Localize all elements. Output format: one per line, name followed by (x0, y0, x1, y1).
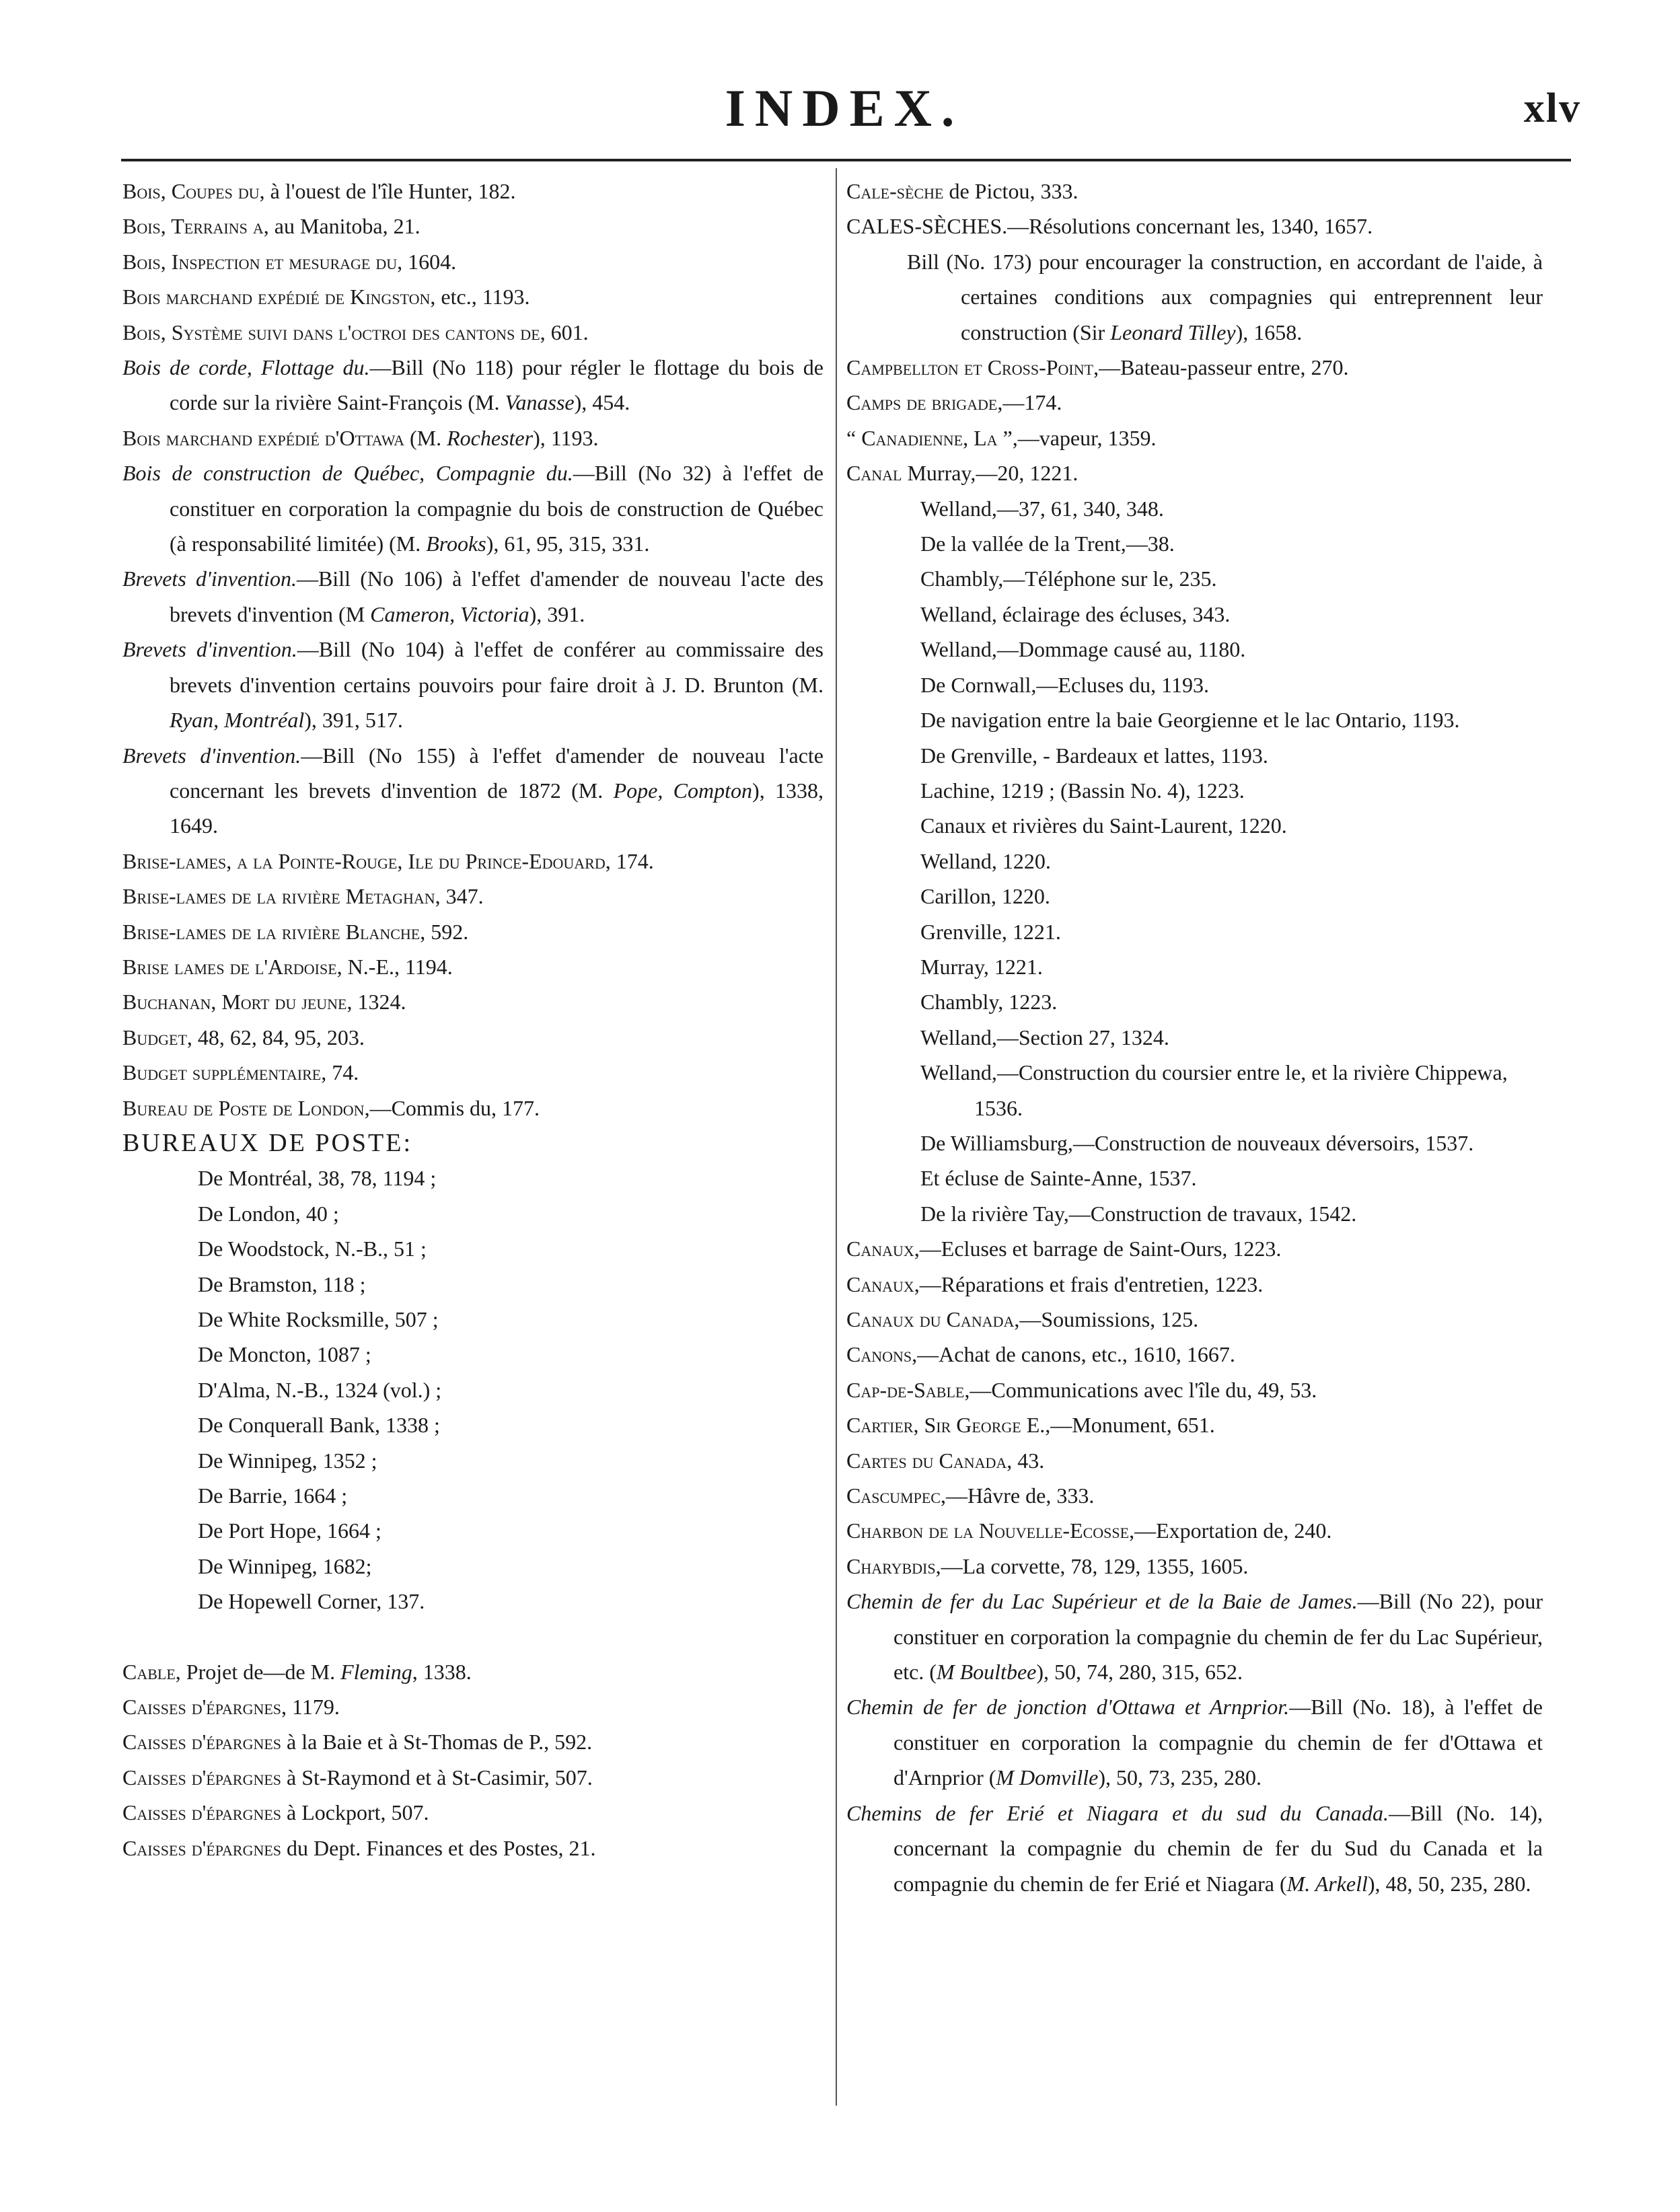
entry-chemins-erie-niagara-text-1: —Bill (No. 14), concernant la compagnie du chemin de fer du Sud du Canada et la compagnie du chemin de fer Erié et Niagara ( (893, 1800, 1543, 1896)
entry-canal-williamsburg (846, 1126, 1543, 1160)
entry-bois-construction-quebec-text-2: Brooks (426, 531, 486, 556)
entry-poste-moncton-text-0: De Moncton, 1087 ; (198, 1342, 371, 1367)
entry-bois-systeme-text-0: Bois, Système suivi dans l'octroi des cantons de (122, 320, 540, 344)
entry-poste-white-rocksmille (122, 1302, 824, 1337)
entry-canal-welland-1-text-0: Welland,—37, 61, 340, 348. (920, 496, 1164, 521)
entry-campbellton-text-1: ,—Bateau-passeur entre, 270. (1093, 355, 1349, 380)
entry-canaux-ecluses-text-1: ,—Ecluses et barrage de Saint-Ours, 1223. (914, 1237, 1282, 1261)
entry-canal-carillon (846, 879, 1543, 914)
entry-poste-hopewell-text-0: De Hopewell Corner, 137. (198, 1589, 425, 1614)
entry-brevets-106-text-3: ), 391. (529, 601, 585, 626)
entry-buchanan-text-0: Buchanan, Mort du jeune (122, 990, 347, 1015)
entry-charybdis (846, 1549, 1543, 1584)
entry-canal-canaux-rivieres-text-0: Canaux et rivières du Saint-Laurent, 1220. (920, 813, 1287, 838)
entry-canal-chambly-1223-text-0: Chambly, 1223. (920, 990, 1058, 1015)
entry-brise-lames-ardoise-text-1: , N.-E., 1194. (336, 954, 453, 979)
entry-canal-chambly-1223 (846, 984, 1543, 1019)
entry-poste-winnipeg-1682 (122, 1549, 824, 1584)
entry-canal-murray (846, 455, 1543, 490)
entry-canaux-reparations-text-0: Canaux (846, 1271, 914, 1296)
entry-bois-marchand-ottawa-text-2: Rochester (447, 425, 534, 450)
entry-canons-text-0: Canons (846, 1342, 912, 1367)
entry-canal-sainte-anne-text-0: Et écluse de Sainte-Anne, 1537. (920, 1166, 1197, 1191)
entry-bureaux-de-poste-text-0: BUREAUX DE POSTE: (122, 1128, 413, 1157)
entry-canal-welland-1220 (846, 844, 1543, 879)
entry-canal-welland-coursier (846, 1055, 1543, 1126)
entry-poste-london-text-0: De London, 40 ; (198, 1201, 339, 1226)
entry-cartier-text-0: Cartier, Sir George E. (846, 1413, 1046, 1438)
entry-brevets-155-text-1: —Bill (No 155) à l'effet d'amender de nouveau l'acte concernant les brevets d'invention de 1872 (M. (170, 743, 824, 803)
entry-canaux-reparations (846, 1267, 1543, 1302)
entry-cale-seche-pictou-text-0: Cale-sèche (846, 179, 944, 203)
entry-canal-murray-text-0: Canal (846, 461, 902, 486)
entry-brevets-104 (122, 632, 824, 737)
entry-canal-lachine (846, 773, 1543, 808)
entry-canal-grenville-bardeaux (846, 738, 1543, 773)
entry-chemin-ottawa-arnprior (846, 1689, 1543, 1795)
entry-cartes-canada-text-1: , 43. (1007, 1448, 1045, 1473)
entry-chemin-ottawa-arnprior-text-1: —Bill (No. 18), à l'effet de constituer en corporation la compagnie du chemin de fer d'Ottawa et d'Arnprior ( (893, 1695, 1543, 1790)
entry-cascumpec-text-1: ,—Hâvre de, 333. (940, 1483, 1095, 1508)
right-column (846, 174, 1543, 1901)
entry-chemins-erie-niagara-text-3: ), 48, 50, 235, 280. (1367, 1871, 1531, 1896)
entry-caisses-lockport-text-0: Caisses d'épargnes (122, 1800, 282, 1825)
entry-camps-brigade-text-1: ,—174. (997, 390, 1062, 415)
entry-bois-marchand-kingston-text-0: Bois marchand expédié de Kingston (122, 285, 431, 309)
entry-cable-text-2: Fleming (340, 1659, 412, 1684)
entry-brise-lames-pointe-rouge-text-1: , 174. (605, 848, 654, 873)
entry-poste-winnipeg-1352 (122, 1443, 824, 1478)
entry-bois-de-corde-text-0: Bois de corde, Flottage du. (122, 355, 370, 380)
entry-canal-murray-text-1: Murray,—20, 1221. (902, 461, 1079, 486)
entry-bois-marchand-kingston (122, 279, 824, 314)
entry-bois-de-corde-text-1: —Bill (No 118) pour régler le flottage du bois de corde sur la rivière Saint-François (M. (170, 355, 824, 415)
entry-camps-brigade (846, 385, 1543, 420)
entry-chemin-lac-superieur-text-1: —Bill (No 22), pour constituer en corporation la compagnie du chemin de fer du Lac Supérieur, etc. ( (893, 1589, 1543, 1685)
entry-brevets-106 (122, 561, 824, 632)
entry-cable-text-0: Cable (122, 1659, 176, 1684)
entry-caisses-lockport-text-1: à Lockport, 507. (281, 1800, 429, 1825)
entry-chemins-erie-niagara (846, 1796, 1543, 1901)
entry-canaux-canada (846, 1302, 1543, 1337)
entry-bois-marchand-ottawa-text-0: Bois marchand expédié d'Ottawa (122, 425, 405, 450)
entry-brise-lames-pointe-rouge-text-0: Brise-lames, a la Pointe-Rouge, Ile du Prince-Edouard (122, 848, 606, 873)
entry-charybdis-text-0: Charybdis (846, 1553, 936, 1578)
entry-chemin-lac-superieur-text-2: M Boultbee (936, 1660, 1037, 1685)
entry-canaux-ecluses (846, 1231, 1543, 1266)
entry-camps-brigade-text-0: Camps de brigade (846, 390, 998, 415)
entry-cascumpec (846, 1478, 1543, 1513)
entry-bois-coupes-text-1: , à l'ouest de l'île Hunter, 182. (259, 179, 516, 203)
entry-chemin-lac-superieur-text-3: ), 50, 74, 280, 315, 652. (1036, 1660, 1243, 1685)
entry-caisses-st-raymond-text-0: Caisses d'épargnes (122, 1765, 282, 1790)
entry-caisses-baie (122, 1724, 824, 1759)
entry-canal-trent (846, 526, 1543, 561)
entry-poste-bramston (122, 1267, 824, 1302)
entry-canadienne-text-1: Canadienne, La (861, 425, 998, 450)
entry-poste-winnipeg-1682-text-0: De Winnipeg, 1682; (198, 1553, 372, 1578)
entry-charbon-text-1: ,—Exportation de, 240. (1129, 1518, 1332, 1543)
entry-chemins-erie-niagara-text-0: Chemins de fer Erié et Niagara et du sud du Canada. (846, 1800, 1389, 1825)
entry-canal-welland-section (846, 1020, 1543, 1055)
entry-charbon (846, 1513, 1543, 1548)
entry-cales-bill-173-text-1: Leonard Tilley (1110, 320, 1236, 344)
entry-cales-seches-text-0: CALES-SÈCHES.—Résolutions concernant les, 1340, 1657. (846, 214, 1373, 239)
entry-bois-terrains-text-1: , au Manitoba, 21. (263, 214, 421, 239)
page-header (121, 74, 1581, 141)
entry-buchanan-text-1: , 1324. (346, 990, 406, 1015)
entry-campbellton (846, 350, 1543, 385)
entry-poste-montreal (122, 1160, 824, 1195)
entry-cap-de-sable-text-0: Cap-de-Sable (846, 1377, 965, 1402)
entry-bois-marchand-ottawa-text-1: (M. (404, 425, 447, 450)
entry-bois-marchand-ottawa-text-3: ), 1193. (533, 425, 599, 450)
entry-poste-hopewell (122, 1584, 824, 1619)
entry-caisses-dept-text-1: du Dept. Finances et des Postes, 21. (281, 1835, 596, 1860)
entry-cartes-canada (846, 1443, 1543, 1478)
entry-budget-supplementaire-text-0: Budget supplémentaire (122, 1060, 322, 1085)
entry-canal-lachine-text-0: Lachine, 1219 ; (Bassin No. 4), 1223. (920, 778, 1245, 803)
spacer (122, 1619, 824, 1654)
entry-poste-winnipeg-1352-text-0: De Winnipeg, 1352 ; (198, 1448, 377, 1473)
entry-brise-lames-ardoise (122, 949, 824, 984)
entry-canadienne-text-0: “ (846, 425, 862, 450)
entry-canal-tay-text-0: De la rivière Tay,—Construction de travaux, 1542. (920, 1201, 1357, 1226)
entry-brise-lames-blanche-text-1: , 592. (420, 919, 469, 944)
entry-poste-montreal-text-0: De Montréal, 38, 78, 1194 ; (198, 1166, 437, 1191)
entry-canaux-reparations-text-1: ,—Réparations et frais d'entretien, 1223. (914, 1271, 1264, 1296)
entry-bois-construction-quebec-text-3: ), 61, 95, 315, 331. (486, 531, 650, 556)
entry-cable-text-1: , Projet de—de M. (175, 1659, 341, 1684)
entry-bureaux-de-poste (122, 1126, 824, 1160)
entry-brevets-104-text-2: Ryan, Montréal (170, 708, 305, 733)
entry-brise-lames-metaghan (122, 879, 824, 914)
entry-budget (122, 1020, 824, 1055)
entry-canal-welland-dommage-text-0: Welland,—Dommage causé au, 1180. (920, 637, 1246, 662)
entry-poste-bramston-text-0: De Bramston, 118 ; (198, 1271, 366, 1296)
entry-brevets-106-text-1: —Bill (No 106) à l'effet d'amender de nouveau l'acte des brevets d'invention (M (170, 566, 824, 626)
entry-bois-marchand-kingston-text-1: , etc., 1193. (430, 285, 530, 309)
entry-canal-cornwall (846, 667, 1543, 702)
entry-poste-alma-text-0: D'Alma, N.-B., 1324 (vol.) ; (198, 1377, 442, 1402)
entry-cable-text-3: , 1338. (412, 1659, 472, 1684)
entry-canal-williamsburg-text-0: De Williamsburg,—Construction de nouveaux déversoirs, 1537. (920, 1130, 1474, 1155)
left-column (122, 174, 824, 1866)
entry-cales-bill-173-text-2: ), 1658. (1235, 320, 1303, 344)
entry-bois-coupes (122, 174, 824, 209)
entry-brevets-155-text-0: Brevets d'invention. (122, 743, 301, 768)
entry-poste-alma (122, 1372, 824, 1407)
entry-chemin-ottawa-arnprior-text-2: M Domville (996, 1765, 1099, 1790)
column-divider (836, 168, 837, 2106)
entry-poste-woodstock-text-0: De Woodstock, N.-B., 51 ; (198, 1237, 427, 1261)
entry-canaux-canada-text-1: ,—Soumissions, 125. (1014, 1307, 1199, 1331)
entry-poste-woodstock (122, 1231, 824, 1266)
entry-poste-barrie-text-0: De Barrie, 1664 ; (198, 1483, 348, 1508)
entry-charybdis-text-1: ,—La corvette, 78, 129, 1355, 1605. (935, 1553, 1249, 1578)
entry-brevets-155 (122, 738, 824, 844)
entry-bois-de-corde-text-3: ), 454. (574, 390, 630, 415)
entry-brevets-104-text-0: Brevets d'invention. (122, 637, 297, 662)
entry-bureau-poste-london-text-0: Bureau de Poste de London (122, 1095, 365, 1120)
entry-canal-murray-1221-text-0: Murray, 1221. (920, 954, 1043, 979)
entry-caisses-st-raymond (122, 1760, 824, 1795)
entry-brevets-104-text-1: —Bill (No 104) à l'effet de conférer au commissaire des brevets d'invention certains pouvoirs pour faire droit à J. D. Brunton (M. (170, 637, 824, 697)
entry-cascumpec-text-0: Cascumpec (846, 1483, 941, 1508)
entry-bois-construction-quebec (122, 455, 824, 561)
entry-canal-sainte-anne (846, 1160, 1543, 1195)
entry-brevets-155-text-3: ), 1338, 1649. (170, 778, 824, 838)
entry-charbon-text-0: Charbon de la Nouvelle-Ecosse (846, 1518, 1130, 1543)
entry-cap-de-sable (846, 1372, 1543, 1407)
entry-poste-port-hope (122, 1513, 824, 1548)
entry-brevets-155-text-2: Pope, Compton (613, 778, 753, 803)
entry-canal-welland-eclairage (846, 597, 1543, 632)
entry-bois-coupes-text-0: Bois, Coupes du (122, 179, 260, 203)
entry-chemins-erie-niagara-text-2: M. Arkell (1286, 1871, 1368, 1896)
entry-caisses-epargnes-text-1: , 1179. (281, 1695, 340, 1720)
entry-cales-bill-173-text-0: Bill (No. 173) pour encourager la construction, en accordant de l'aide, à certaines conditions aux compagnies qui entreprennent leur construction (Sir (907, 249, 1543, 344)
entry-bois-inspection-text-1: , 1604. (397, 249, 457, 274)
entry-bois-terrains-text-0: Bois, Terrains a (122, 214, 264, 239)
header-rule (121, 159, 1571, 161)
entry-bois-construction-quebec-text-1: —Bill (No 32) à l'effet de constituer en corporation la compagnie du bois de construction de Québec (à responsabilité limitée) (M. (170, 461, 824, 556)
entry-brise-lames-ardoise-text-0: Brise lames de l'Ardoise (122, 954, 337, 979)
entry-campbellton-text-0: Campbellton et Cross-Point (846, 355, 1094, 380)
entry-bois-marchand-ottawa (122, 420, 824, 455)
entry-chemin-lac-superieur-text-0: Chemin de fer du Lac Supérieur et de la Baie de James. (846, 1589, 1358, 1614)
entry-caisses-st-raymond-text-1: à St-Raymond et à St-Casimir, 507. (281, 1765, 593, 1790)
entry-budget-text-0: Budget (122, 1025, 187, 1049)
entry-canal-canaux-rivieres (846, 808, 1543, 843)
entry-canal-trent-text-0: De la vallée de la Trent,—38. (920, 531, 1175, 556)
entry-brise-lames-blanche (122, 914, 824, 949)
entry-brise-lames-pointe-rouge (122, 844, 824, 879)
entry-poste-moncton (122, 1337, 824, 1372)
entry-canal-welland-1220-text-0: Welland, 1220. (920, 848, 1051, 873)
entry-brevets-104-text-3: ), 391, 517. (304, 708, 403, 733)
entry-bois-construction-quebec-text-0: Bois de construction de Québec, Compagnie du. (122, 461, 573, 486)
entry-cartier-text-1: ,—Monument, 651. (1045, 1413, 1215, 1438)
entry-canal-welland-dommage (846, 632, 1543, 667)
entry-cartes-canada-text-0: Cartes du Canada (846, 1448, 1007, 1473)
entry-canal-welland-section-text-0: Welland,—Section 27, 1324. (920, 1025, 1169, 1049)
entry-caisses-epargnes-text-0: Caisses d'épargnes (122, 1695, 282, 1720)
entry-canadienne (846, 420, 1543, 455)
entry-caisses-lockport (122, 1795, 824, 1830)
entry-canal-welland-eclairage-text-0: Welland, éclairage des écluses, 343. (920, 601, 1231, 626)
entry-canal-welland-1 (846, 491, 1543, 526)
entry-poste-conquerall (122, 1407, 824, 1442)
entry-canadienne-text-2: ”,—vapeur, 1359. (997, 425, 1157, 450)
entry-bois-de-corde (122, 350, 824, 420)
entry-brevets-106-text-0: Brevets d'invention. (122, 566, 297, 591)
entry-budget-text-1: , 48, 62, 84, 95, 203. (186, 1025, 365, 1049)
entry-bois-inspection (122, 244, 824, 279)
entry-chemin-ottawa-arnprior-text-3: ), 50, 73, 235, 280. (1098, 1765, 1262, 1790)
entry-caisses-baie-text-1: à la Baie et à St-Thomas de P., 592. (281, 1730, 593, 1755)
entry-chemin-ottawa-arnprior-text-0: Chemin de fer de jonction d'Ottawa et Arnprior. (846, 1695, 1290, 1720)
entry-canal-cornwall-text-0: De Cornwall,—Ecluses du, 1193. (920, 672, 1209, 697)
page-title: INDEX. (725, 79, 964, 137)
entry-bois-terrains (122, 209, 824, 244)
entry-budget-supplementaire-text-1: , 74. (321, 1060, 359, 1085)
entry-cartier (846, 1407, 1543, 1442)
entry-caisses-dept-text-0: Caisses d'épargnes (122, 1835, 282, 1860)
entry-canal-navigation-text-0: De navigation entre la baie Georgienne et le lac Ontario, 1193. (920, 708, 1460, 733)
entry-canaux-canada-text-0: Canaux du Canada (846, 1307, 1015, 1331)
entry-caisses-dept (122, 1831, 824, 1866)
entry-chemin-lac-superieur (846, 1584, 1543, 1689)
entry-canons (846, 1337, 1543, 1372)
entry-canal-grenville-bardeaux-text-0: De Grenville, - Bardeaux et lattes, 1193. (920, 743, 1268, 768)
page-number: xlv (1523, 85, 1581, 131)
entry-cales-seches (846, 209, 1543, 244)
entry-brevets-106-text-2: Cameron, Victoria (370, 601, 529, 626)
entry-budget-supplementaire (122, 1055, 824, 1090)
entry-canal-carillon-text-0: Carillon, 1220. (920, 884, 1050, 909)
entry-brise-lames-metaghan-text-0: Brise-lames de la rivière Metaghan (122, 884, 435, 909)
entry-poste-barrie (122, 1478, 824, 1513)
entry-cales-bill-173 (846, 244, 1543, 350)
entry-canaux-ecluses-text-0: Canaux (846, 1237, 914, 1261)
entry-bois-inspection-text-0: Bois, Inspection et mesurage du (122, 249, 398, 274)
entry-cap-de-sable-text-1: ,—Communications avec l'île du, 49, 53. (964, 1377, 1317, 1402)
entry-caisses-baie-text-0: Caisses d'épargnes (122, 1730, 282, 1755)
entry-canal-murray-1221 (846, 949, 1543, 984)
entry-buchanan (122, 984, 824, 1019)
entry-canal-chambly-tel (846, 561, 1543, 596)
entry-cable (122, 1654, 824, 1689)
entry-poste-white-rocksmille-text-0: De White Rocksmille, 507 ; (198, 1307, 439, 1331)
entry-canal-welland-coursier-text-0: Welland,—Construction du coursier entre le, et la rivière Chippewa, 1536. (920, 1060, 1508, 1120)
entry-canal-grenville-1221-text-0: Grenville, 1221. (920, 919, 1061, 944)
entry-brise-lames-blanche-text-0: Brise-lames de la rivière Blanche (122, 919, 421, 944)
entry-cale-seche-pictou-text-1: de Pictou, 333. (943, 179, 1079, 203)
entry-canons-text-1: ,—Achat de canons, etc., 1610, 1667. (912, 1342, 1235, 1367)
entry-cale-seche-pictou (846, 174, 1543, 209)
entry-poste-port-hope-text-0: De Port Hope, 1664 ; (198, 1518, 381, 1543)
entry-bureau-poste-london-text-1: ,—Commis du, 177. (364, 1095, 540, 1120)
entry-poste-london (122, 1196, 824, 1231)
entry-poste-conquerall-text-0: De Conquerall Bank, 1338 ; (198, 1413, 440, 1438)
entry-bureau-poste-london (122, 1091, 824, 1126)
entry-canal-chambly-tel-text-0: Chambly,—Téléphone sur le, 235. (920, 566, 1217, 591)
entry-bois-systeme (122, 315, 824, 350)
entry-brise-lames-metaghan-text-1: , 347. (435, 884, 484, 909)
entry-caisses-epargnes (122, 1689, 824, 1724)
entry-canal-grenville-1221 (846, 914, 1543, 949)
entry-canal-navigation (846, 702, 1543, 737)
entry-bois-systeme-text-1: , 601. (540, 320, 589, 344)
entry-bois-de-corde-text-2: Vanasse (505, 390, 575, 415)
entry-canal-tay (846, 1196, 1543, 1231)
